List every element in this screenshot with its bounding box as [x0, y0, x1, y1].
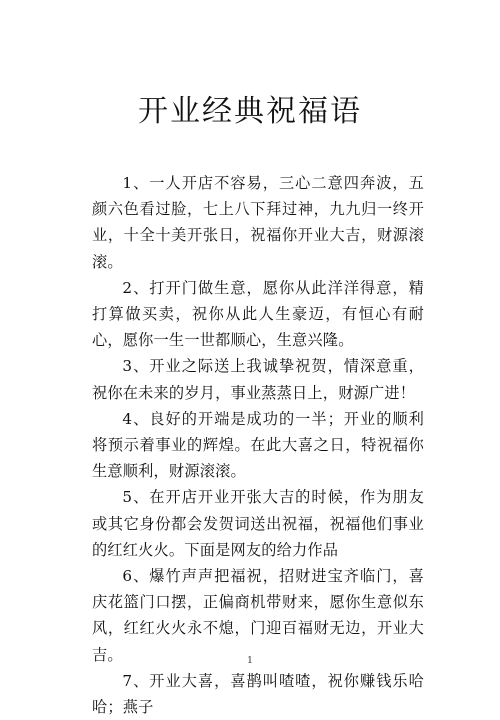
paragraph-5: 5、在开店开业开张大吉的时候，作为朋友或其它身份都会发贺词送出祝福，祝福他们事业的红红火火。下面是网友的给力作品: [92, 488, 424, 559]
paragraph-7: 7、开业大喜，喜鹊叫喳喳，祝你赚钱乐哈哈；燕子: [92, 671, 424, 717]
page-number: 1: [247, 656, 253, 666]
document-title: 开业经典祝福语: [138, 94, 362, 129]
paragraph-3: 3、开业之际送上我诚挚祝贺，情深意重，祝你在未来的岁月，事业蒸蒸日上，财源广进！: [92, 357, 424, 402]
paragraph-2: 2、打开门做生意，愿你从此洋洋得意，精打算做买卖，祝你从此人生豪迈，有恒心有耐心，愿你一生一世都顺心，生意兴隆。: [92, 278, 424, 350]
paragraph-1: 1、一人开店不容易，三心二意四奔波，五颜六色看过脸，七上八下拜过神，九九归一终开业，十全十美开张日，祝福你开业大吉，财源滚滚。: [92, 174, 424, 271]
document-body: [92, 170, 424, 720]
paragraph-4: 4、良好的开端是成功的一半；开业的顺利将预示着事业的辉煌。在此大喜之日，特祝福你生意顺利，财源滚滚。: [92, 409, 424, 481]
paragraph-6: 6、爆竹声声把福祝，招财进宝齐临门，喜庆花篮门口摆，正偏商机带财来，愿你生意似东风，红红火火永不熄，门迎百福财无边，开业大吉。: [92, 567, 424, 664]
